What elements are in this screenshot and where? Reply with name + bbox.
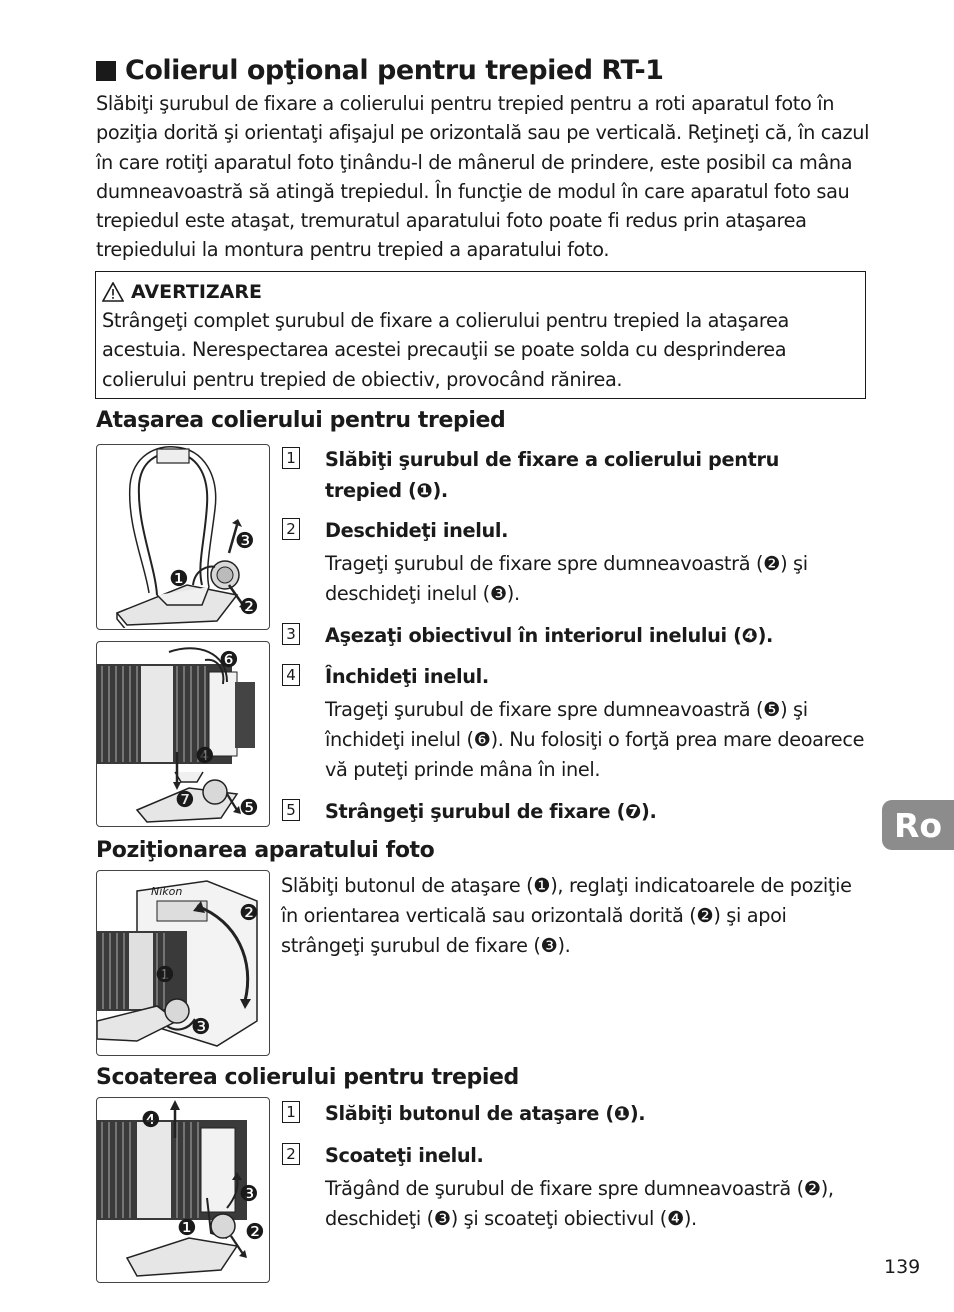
square-bullet-icon — [96, 61, 116, 81]
step-number: 2 — [282, 518, 300, 540]
step-number: 2 — [282, 1143, 300, 1165]
attach-step-2 — [282, 515, 872, 609]
callout-1: ❶ — [169, 567, 189, 592]
callout-1: ❶ — [177, 1216, 197, 1241]
step-number: 1 — [282, 447, 300, 469]
page-number: 139 — [884, 1256, 921, 1278]
callout-4: ❹ — [141, 1108, 161, 1133]
callout-3: ❸ — [191, 1015, 211, 1040]
attach-step-5 — [282, 796, 872, 827]
remove-step-1 — [282, 1098, 872, 1129]
attach-step-3 — [282, 620, 872, 651]
camera-rotate-illustration — [97, 871, 268, 1054]
step-text: Trăgând de şurubul de fixare spre dumneavoastră (❷), deschideţi (❸) şi scoateţi obiectivul (❹). — [325, 1177, 834, 1230]
warning-label: AVERTIZARE — [131, 281, 262, 303]
position-heading: Poziţionarea aparatului foto — [96, 838, 435, 863]
section-title — [96, 55, 663, 86]
callout-6: ❻ — [219, 648, 239, 673]
callout-2: ❷ — [239, 901, 259, 926]
callout-1: ❶ — [155, 963, 175, 988]
figure-collar-remove — [96, 1097, 270, 1283]
camera-brand-text: Nikon — [151, 885, 183, 898]
step-title: Scoateţi inelul. — [325, 1144, 484, 1167]
step-title: Slăbiţi butonul de ataşare (❶). — [325, 1102, 646, 1125]
warning-header — [102, 278, 859, 306]
attach-step-1 — [282, 444, 872, 506]
warning-box — [95, 271, 866, 399]
step-title: Strângeţi şurubul de fixare (❼). — [325, 800, 657, 823]
callout-3: ❸ — [235, 529, 255, 554]
remove-heading: Scoaterea colierului pentru trepied — [96, 1065, 519, 1090]
step-title: Închideţi inelul. — [325, 665, 489, 688]
warning-triangle-icon — [102, 282, 124, 302]
attach-heading: Ataşarea colierului pentru trepied — [96, 408, 506, 433]
callout-4: ❹ — [195, 744, 215, 769]
step-number: 5 — [282, 799, 300, 821]
attach-step-4 — [282, 661, 872, 785]
warning-text: Strângeţi complet şurubul de fixare a colierului pentru trepied la ataşarea acestuia. Nerespectarea acestei precauţii se poate solda cu desprinderea colierului pentru trepied de obiectiv, provocând rănirea. — [102, 309, 790, 391]
callout-7: ❼ — [175, 788, 195, 813]
step-number: 4 — [282, 664, 300, 686]
position-text: Slăbiţi butonul de ataşare (❶), reglaţi indicatoarele de poziţie în orientarea verticală sau orizontală dorită (❷) şi apoi strângeţi şurubul de fixare (❸). — [281, 874, 852, 957]
step-text: Trageţi şurubul de fixare spre dumneavoastră (❺) şi închideţi inelul (❻). Nu folosiţi o forţă prea mare deoarece vă puteţi prinde mâna în inel. — [325, 698, 865, 781]
figure-camera-rotate — [96, 870, 270, 1056]
callout-3: ❸ — [239, 1182, 259, 1207]
language-tab: Ro — [882, 800, 954, 850]
callout-5: ❺ — [239, 796, 259, 821]
figure-lens-in-collar — [96, 641, 270, 827]
intro-paragraph: Slăbiţi şurubul de fixare a colierului pentru trepied pentru a roti aparatul foto în poziţia dorită şi orientaţi afişajul pe orizontală sau pe verticală. Reţineţi că, în cazul în care rotiţi aparatul foto ţinându-l de mânerul de prindere, este posibil ca mâna dumneavoastră să atingă trepiedul. În funcţie de modul în care aparatul foto sau trepiedul este ataşat, tremuratul aparatului foto poate fi redus prin ataşarea trepiedului la montura pentru trepied a aparatului foto. — [96, 92, 870, 262]
figure-collar-loosen — [96, 444, 270, 630]
remove-step-2 — [282, 1140, 872, 1234]
step-text: Trageţi şurubul de fixare spre dumneavoastră (❷) şi deschideţi inelul (❸). — [325, 552, 808, 605]
step-title: Deschideţi inelul. — [325, 519, 509, 542]
callout-2: ❷ — [239, 595, 259, 620]
step-number: 1 — [282, 1101, 300, 1123]
step-title: Aşezaţi obiectivul în interiorul inelului (❹). — [325, 624, 774, 647]
step-number: 3 — [282, 623, 300, 645]
step-title: Slăbiţi şurubul de fixare a colierului pentru trepied (❶). — [325, 448, 779, 502]
callout-2: ❷ — [245, 1220, 265, 1245]
section-title-text: Colierul opţional pentru trepied RT-1 — [125, 55, 664, 86]
